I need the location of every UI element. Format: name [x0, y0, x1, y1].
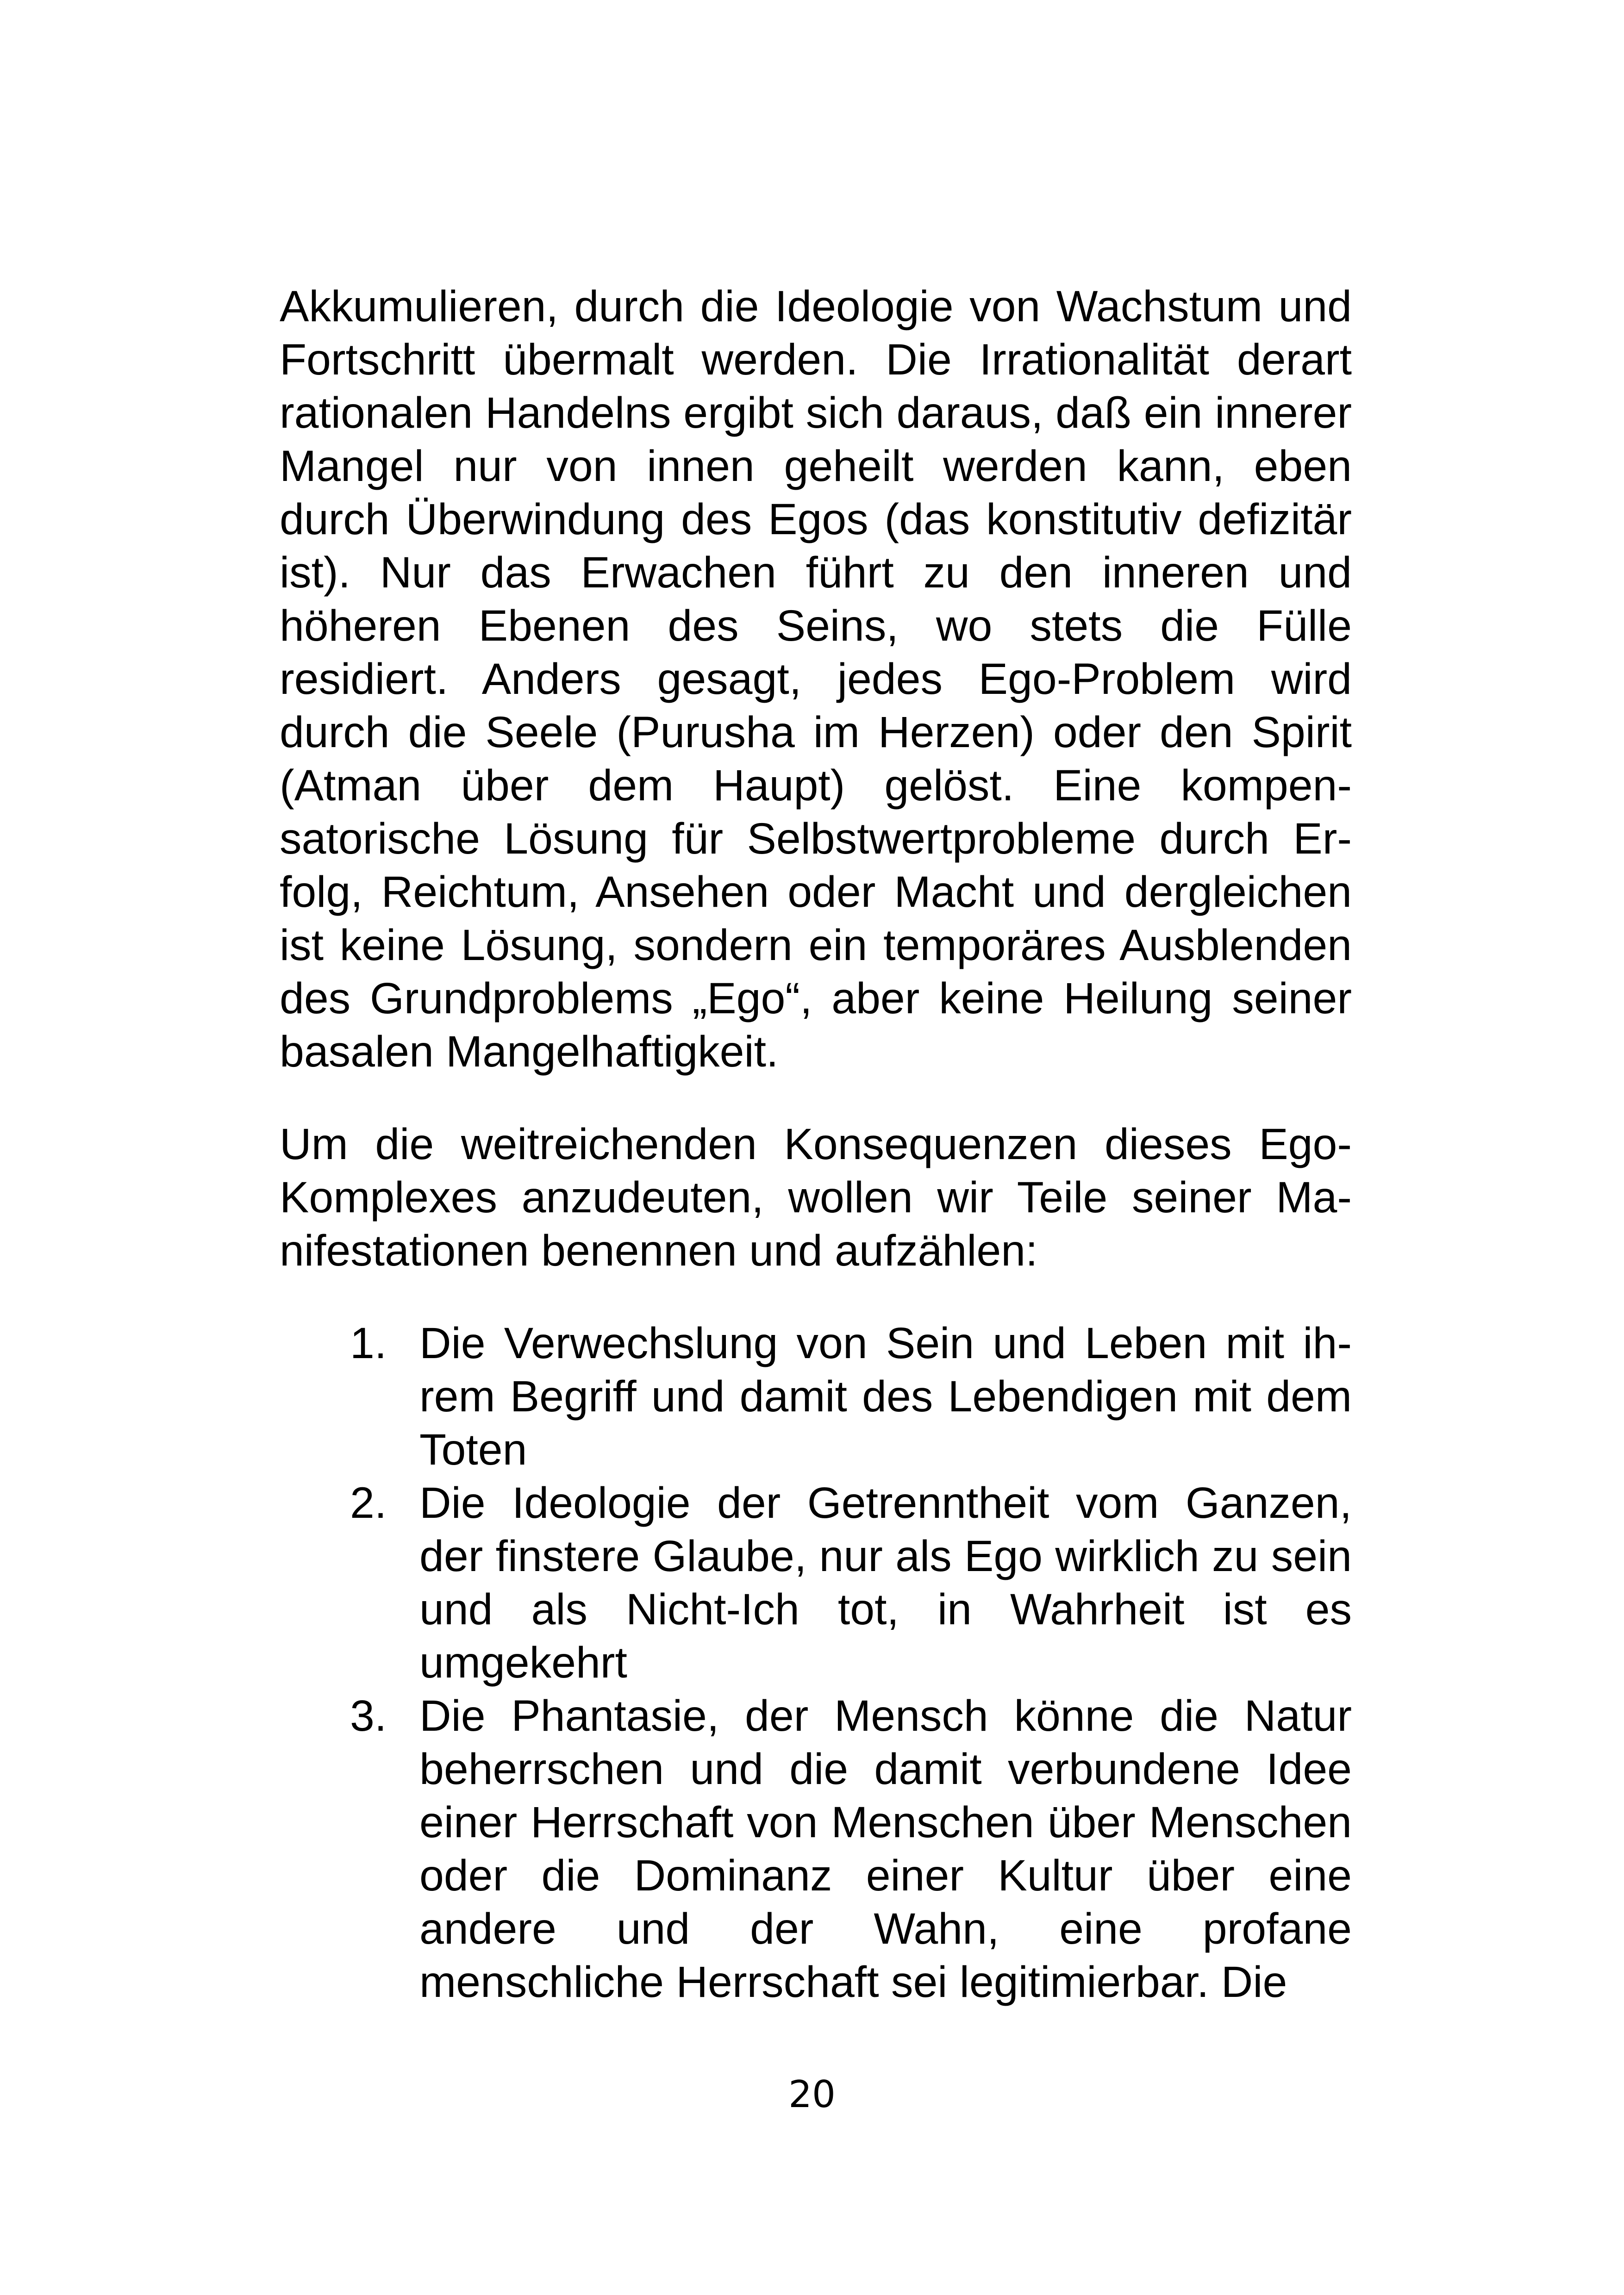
list-item-number: 2.: [350, 1478, 387, 1528]
list-item: [280, 1477, 1352, 1690]
page-number: 20: [788, 2073, 836, 2116]
numbered-list: [280, 1317, 1352, 2009]
list-item-number: 1.: [350, 1319, 387, 1368]
list-item-text: Die Ideologie der Getrenntheit vom Ganzen, der finstere Glaube, nur als Ego wirklich zu sein und als Nicht-Ich tot, in Wahrheit ist es umgekehrt: [419, 1478, 1352, 1687]
list-item: [280, 1317, 1352, 1477]
list-item-text: Die Phantasie, der Mensch könne die Natur beherrschen und die damit verbundene Idee einer Herrschaft von Menschen über Menschen oder die Dominanz einer Kultur über eine andere und der Wahn, eine profane menschliche Herrschaft sei legitimierbar. Die: [419, 1691, 1352, 2007]
list-item: [280, 1690, 1352, 2009]
intro-paragraph: Um die weitreichenden Konsequenzen dieses Ego-Komplexes anzudeuten, wollen wir Teile seiner Manifestationen benennen und aufzählen:: [280, 1120, 1352, 1275]
body-paragraph: Akkumulieren, durch die Ideologie von Wachstum und Fortschritt übermalt werden. Die Irrationalität derart rationalen Handelns ergibt sich daraus, daß ein innerer Mangel nur von innen geheilt werden kann, eben durch Überwindung des Egos (das konstitutiv defizitär ist). Nur das Erwachen führt zu den inneren und höheren Ebenen des Seins, wo stets die Fülle residiert. Anders gesagt, jedes Ego-Problem wird durch die Seele (Purusha im Herzen) oder den Spirit (Atman über dem Haupt) gelöst. Eine kompensatorische Lösung für Selbstwertprobleme durch Erfolg, Reichtum, Ansehen oder Macht und dergleichen ist keine Lösung, sondern ein temporäres Ausblenden des Grundproblems „Ego“, aber keine Heilung seiner basalen Mangelhaftigkeit.: [280, 282, 1352, 1076]
list-item-text: Die Verwechslung von Sein und Leben mit ihrem Begriff und damit des Lebendigen mit dem Toten: [419, 1319, 1352, 1474]
list-item-number: 3.: [350, 1691, 387, 1740]
